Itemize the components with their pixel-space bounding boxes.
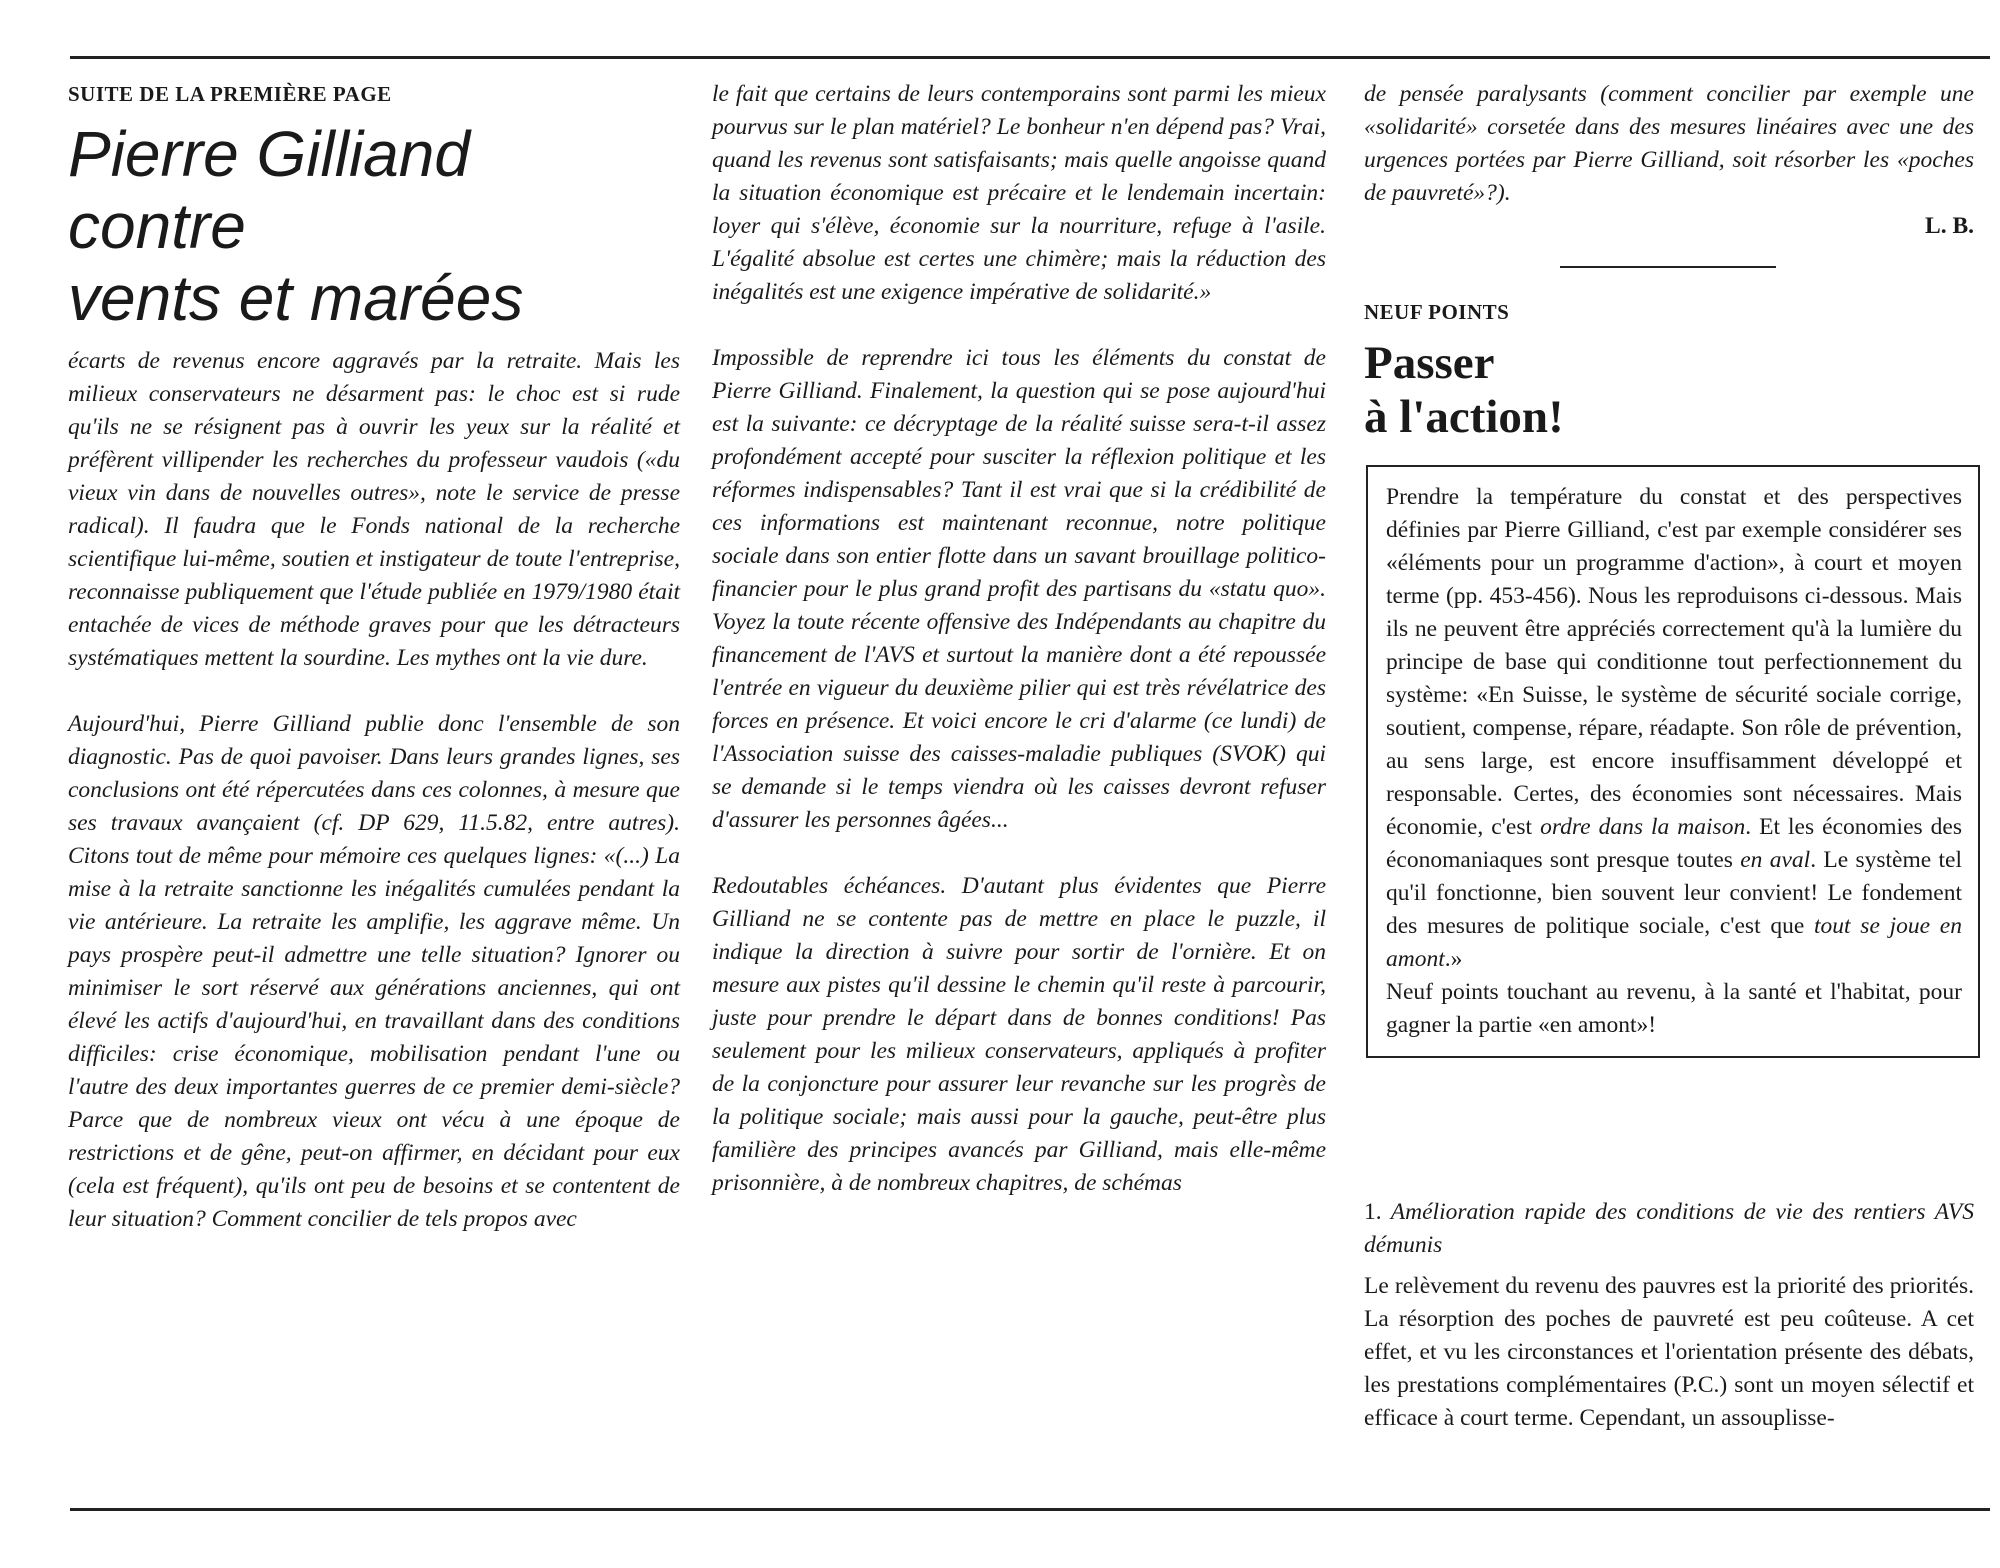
col1-paragraph-2: Aujourd'hui, Pierre Gilliand publie donc l'ensemble de son diagnostic. Pas de quoi pavoiser. Dans leurs grandes lignes, ses conclusions ont été répercutées dans ces colonnes, à mesure que ses travaux avançaient (cf. DP 629, 11.5.82, entre autres). Citons tout de même pour mémoire ces quelques lignes: «(...) La mise à la retraite sanctionne les inégalités cumulées pendant la vie antérieure. La retraite les amplifie, les aggrave même. Un pays prospère peut-il admettre une telle situation? Ignorer ou minimiser le sort réservé aux générations anciennes, qui ont élevé les actifs d'aujourd'hui, en travaillant dans des conditions difficiles: crise économique, mobilisation pendant l'une ou l'autre des deux importantes guerres de ce premier demi-siècle? Parce que de nombreux vieux ont vécu à une époque de restrictions et de gêne, peut-on affirmer, en décidant pour eux (cela est fréquent), qu'ils ont peu de besoins et se contentent de leur situation? Comment concilier de tels propos avec — [68, 711, 680, 1232]
article-title-gilliand — [68, 118, 523, 334]
col1-paragraph-1: écarts de revenus encore aggravés par la retraite. Mais les milieux conservateurs ne désarment pas: le choc est si rude qu'ils ne se résignent pas à ouvrir les yeux sur la réalité et préfèrent villipender les recherches du professeur vaudois («du vieux vin dans de nouvelles outres», note le service de presse radical). Il faudra que le Fonds national de la recherche scientifique lui-même, soutien et instigateur de toute l'entreprise, reconnaisse publiquement que l'étude publiée en 1979/1980 était entachée de vices de méthode graves pour que les détracteurs systématiques mettent la sourdine. Les mythes ont la vie dure. — [68, 348, 680, 671]
title-line-2: contre — [68, 190, 246, 262]
col2-paragraph-1: le fait que certains de leurs contemporains sont parmi les mieux pourvus sur le plan matériel? Le bonheur n'en dépend pas? Vrai, quand les revenus sont satisfaisants; mais quelle angoisse quand la situation économique est précaire et le lendemain incertain: loyer qui s'élève, économie sur la nourriture, refuge à l'asile. L'égalité absolue est certes une chimère; mais la réduction des inégalités est une exigence impérative de solidarité.» — [712, 81, 1326, 305]
col2-paragraph-3: Redoutables échéances. D'autant plus évidentes que Pierre Gilliand ne se contente pas de mettre en place le puzzle, il indique la direction à suivre pour sortir de l'ornière. Et on mesure aux pistes qu'il dessine le chemin qu'il reste à parcourir, juste pour prendre le départ dans de bonnes conditions! Pas seulement pour les milieux conservateurs, appliqués à profiter de la conjoncture pour assurer leur revanche sur les progrès de la politique sociale; mais aussi pour la gauche, peut-être plus familière des principes avancés par Gilliand, mais elle-même prisonnière, à de nombreux chapitres, de schémas — [712, 873, 1326, 1196]
kicker-neuf-points: NEUF POINTS — [1364, 300, 1510, 324]
article-title-action — [1364, 336, 1564, 444]
title-line-1: Pierre Gilliand — [68, 118, 470, 190]
top-rule — [70, 56, 1990, 59]
separator-rule — [1560, 266, 1776, 268]
intro-box — [1366, 465, 1980, 1058]
bottom-rule — [70, 1508, 1990, 1511]
title-line-2: à l'action! — [1364, 391, 1564, 443]
title-line-1: Passer — [1364, 337, 1495, 389]
point-1-heading: 1. Amélioration rapide des conditions de vie des rentiers AVS démunis — [1364, 1199, 1974, 1258]
kicker-suite: SUITE DE LA PREMIÈRE PAGE — [68, 82, 392, 106]
point-1-text: Le relèvement du revenu des pauvres est la priorité des priorités. La résorption des poches de pauvreté est peu coûteuse. A cet effet, et vu les circonstances et l'orientation présente des débats, les prestations complémentaires (P.C.) sont un moyen sélectif et efficace à court terme. Cependant, un assouplisse- — [1364, 1273, 1974, 1431]
title-line-3: vents et marées — [68, 262, 524, 334]
col3-top-paragraph: de pensée paralysants (comment concilier par exemple une «solidarité» corsetée dans des mesures linéaires avec une des urgences portées par Pierre Gilliand, soit résorber les «poches de pauvreté»?). — [1364, 81, 1974, 206]
author-signature: L. B. — [1925, 213, 1974, 239]
col2-paragraph-2: Impossible de reprendre ici tous les éléments du constat de Pierre Gilliand. Finalement, la question qui se pose aujourd'hui est la suivante: ce décryptage de la réalité suisse sera-t-il assez profondément accepté pour susciter la réflexion politique et les réformes indispensables? Tant il est vrai que si la crédibilité de ces informations est maintenant reconnue, notre politique sociale dans son entier flotte dans un savant brouillage politico-financier pour le plus grand profit des partisans du «statu quo». Voyez la toute récente offensive des Indépendants au chapitre du financement de l'AVS et surtout la manière dont a été repoussée l'entrée en vigueur du deuxième pilier qui est très révélatrice des forces en présence. Et voici encore le cri d'alarme (ce lundi) de l'Association suisse des caisses-maladie publiques (SVOK) qui se demande si le temps viendra où les caisses devront refuser d'assurer les personnes âgées... — [712, 345, 1326, 833]
box-paragraph-1: Prendre la température du constat et des perspectives définies par Pierre Gilliand, c'est par exemple considérer ses «éléments pour un programme d'action», à court et moyen terme (pp. 453-456). Nous les reproduisons ci-dessous. Mais ils ne peuvent être appréciés correctement qu'à la lumière du principe de base qui conditionne tout perfectionnement du système: «En Suisse, le système de sécurité sociale corrige, soutient, compense, répare, réadapte. Son rôle de prévention, au sens large, est encore insuffisamment développé et responsable. Certes, des économies sont nécessaires. Mais économie, c'est ordre dans la maison. Et les économies des économaniaques sont presque toutes en aval. Le système tel qu'il fonctionne, bien souvent leur convient! Le fondement des mesures de politique sociale, c'est que tout se joue en amont.» — [1386, 484, 1963, 972]
box-paragraph-2: Neuf points touchant au revenu, à la santé et l'habitat, pour gagner la partie «en amont»! — [1386, 979, 1962, 1038]
